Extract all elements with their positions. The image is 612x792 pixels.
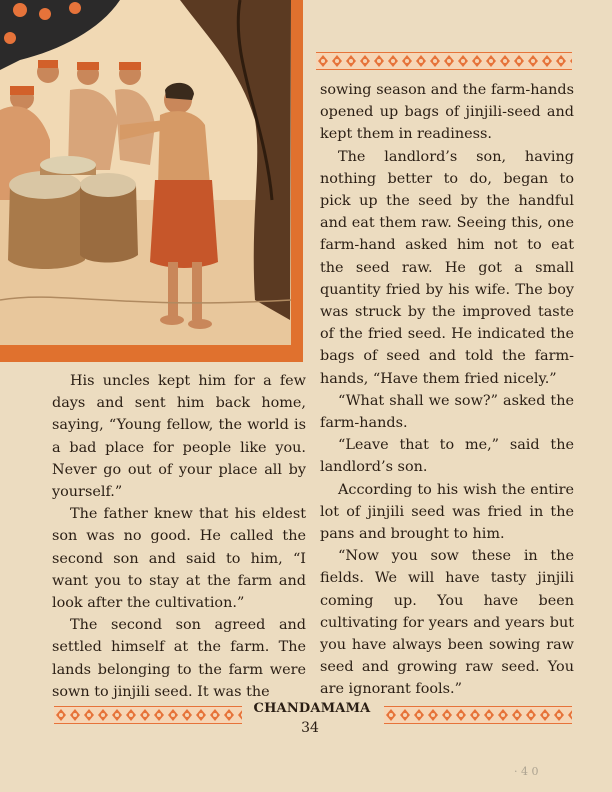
paragraph: The landlord’s son, having nothing better to do, began to pick up the seed by the handful and eat them raw. Seeing this, one farm-hand asked him not to eat the seed raw. He got a small quantity fried by his wife. The boy was struck by the improved taste of the fried seed. He indicated the bags of seed and told the farm-hands, “Have them fried nicely.” <box>320 148 574 387</box>
footer-ornament-left <box>54 706 242 724</box>
paragraph: The second son agreed and settled himself at the farm. The lands belonging to the farm were sown to jinjili seed. It was the <box>52 617 306 700</box>
illustration-art <box>0 0 303 362</box>
paragraph: According to his wish the entire lot of jinjili seed was fried in the pans and brought to him. <box>320 481 574 543</box>
paragraph: sowing season and the farm-hands opened up bags of jinjili-seed and kept them in readiness. <box>320 82 574 143</box>
page-number: 34 <box>301 720 319 736</box>
ornament-pattern <box>316 53 572 69</box>
top-ornament-band <box>316 52 572 70</box>
ornament-pattern <box>54 707 242 723</box>
paragraph: “Now you sow these in the fields. We will have tasty jinjili coming up. You have been cultivating for years and years but you have always been sowing raw seed and growing raw seed. You are ignorant fools.” <box>320 548 574 698</box>
footer-ornament-right <box>384 706 572 724</box>
right-text-column <box>320 79 574 701</box>
story-illustration <box>0 0 303 362</box>
ornament-pattern <box>384 707 572 723</box>
paragraph: “What shall we sow?” asked the farm-hands. <box>320 392 574 432</box>
paragraph: “Leave that to me,” said the landlord’s son. <box>320 437 574 476</box>
magazine-title: CHANDAMAMA <box>253 701 371 716</box>
corner-mark: · 4 0 <box>514 765 539 778</box>
left-text-column <box>52 370 306 703</box>
paragraph: His uncles kept him for a few days and sent him back home, saying, “Young fellow, the world is a bad place for people like you. Never go out of your place all by yourself.” <box>52 373 306 501</box>
paragraph: The father knew that his eldest son was no good. He called the second son and said to him, “I want you to stay at the farm and look after the cultivation.” <box>52 506 306 612</box>
